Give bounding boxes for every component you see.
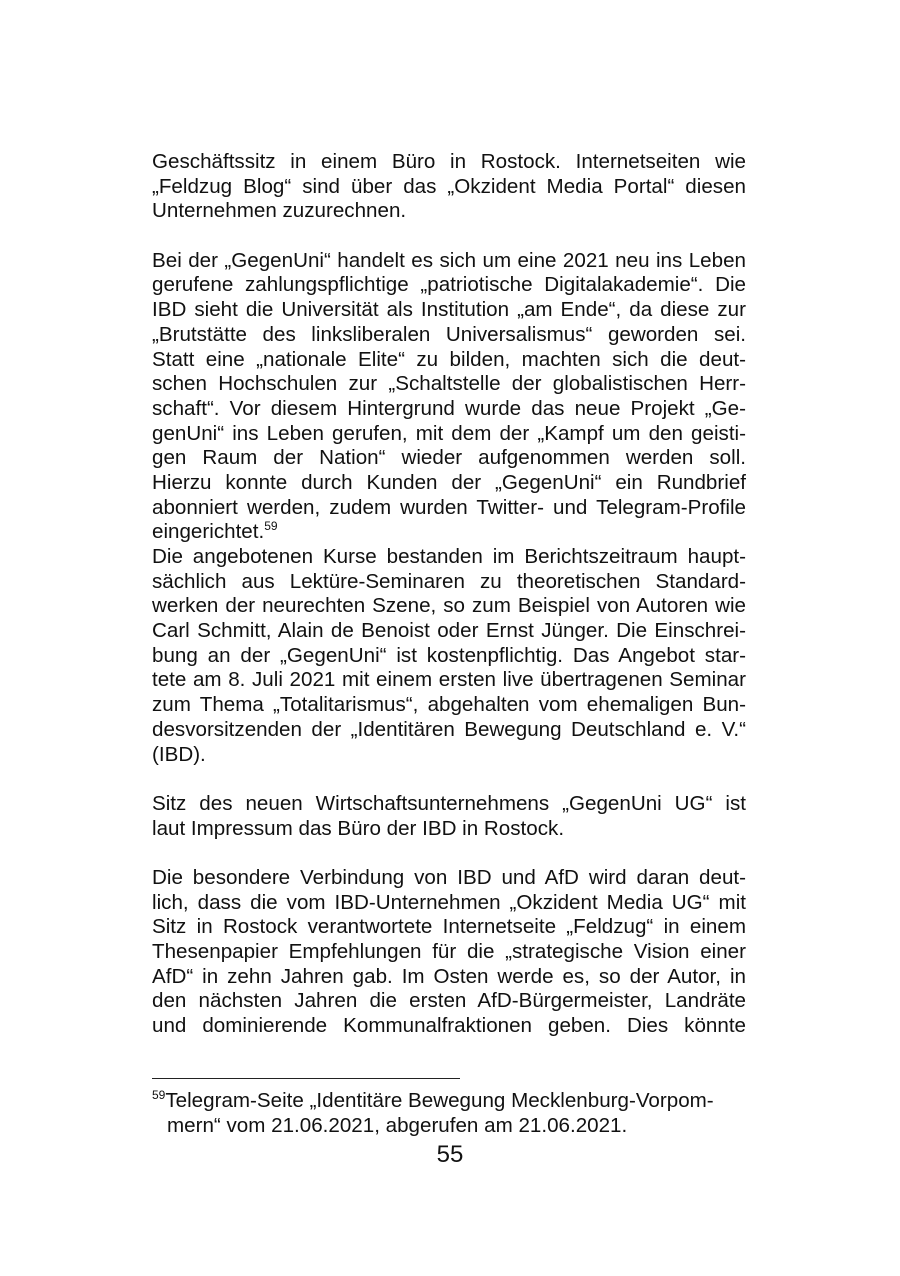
text-line: (IBD). (152, 742, 206, 766)
text-line: gen Raum der Nation“ wieder aufgenommen werden soll. (152, 446, 746, 470)
paragraph-5 (152, 866, 746, 1039)
text-line: zum Thema „Totalitarismus“, abgehalten vom ehemaligen Bun- (152, 693, 746, 717)
text-line: schaft“. Vor diesem Hintergrund wurde das neue Projekt „Ge- (152, 396, 746, 420)
text-line-content: eingerichtet. (152, 520, 265, 544)
text-line: tete am 8. Juli 2021 mit einem ersten live übertragenen Seminar (152, 668, 746, 692)
paragraph-4 (152, 792, 746, 841)
footnote-text: Telegram-Seite „Identitäre Bewegung Mecklenburg-Vorpom- (165, 1089, 714, 1112)
text-line: abonniert werden, zudem wurden Twitter- und Telegram-Profile (152, 495, 746, 519)
footnote (152, 1089, 746, 1138)
text-line: werken der neurechten Szene, so zum Beispiel von Autoren wie (152, 594, 746, 618)
text-line: Sitz des neuen Wirtschaftsunternehmens „GegenUni UG“ ist (152, 791, 746, 815)
text-line: Sitz in Rostock verantwortete Internetseite „Feldzug“ in einem (152, 915, 746, 939)
footnote-line: mern“ vom 21.06.2021, abgerufen am 21.06.2021. (167, 1113, 628, 1137)
text-line (152, 520, 746, 545)
text-line: Bei der „GegenUni“ handelt es sich um eine 2021 neu ins Leben (152, 248, 746, 272)
footnote-line (152, 1089, 746, 1114)
text-line: AfD“ in zehn Jahren gab. Im Osten werde es, so der Autor, in (152, 964, 746, 988)
text-line: bung an der „GegenUni“ ist kostenpflichtig. Das Angebot star- (152, 643, 746, 667)
footnote-number: 59 (152, 1088, 166, 1103)
text-line: und dominierende Kommunalfraktionen geben. Dies könnte (152, 1014, 746, 1038)
text-line: schen Hochschulen zur „Schaltstelle der globalistischen Herr- (152, 372, 746, 396)
text-line: Die angebotenen Kurse bestanden im Berichtszeitraum haupt- (152, 545, 746, 568)
paragraph-3 (152, 545, 746, 767)
paragraph-1 (152, 150, 746, 224)
text-line: gerufene zahlungspflichtige „patriotische Digitalakademie“. Die (152, 273, 746, 297)
text-line: laut Impressum das Büro der IBD in Rostock. (152, 816, 565, 840)
text-line: „Feldzug Blog“ sind über das „Okzident Media Portal“ diesen (152, 174, 746, 198)
text-line: „Brutstätte des linksliberalen Universalismus“ geworden sei. (152, 322, 746, 346)
footnote-separator (152, 1078, 460, 1079)
text-line: IBD sieht die Universität als Institution „am Ende“, da diese zur (152, 298, 746, 322)
text-line: Carl Schmitt, Alain de Benoist oder Ernst Jünger. Die Einschrei- (152, 619, 746, 643)
text-line: Geschäftssitz in einem Büro in Rostock. Internetseiten wie (152, 150, 746, 173)
footnote-reference[interactable]: 59 (264, 519, 278, 534)
text-line: sächlich aus Lektüre-Seminaren zu theoretischen Standard- (152, 569, 746, 593)
text-line: desvorsitzenden der „Identitären Bewegung Deutschland e. V.“ (152, 717, 746, 741)
text-line: genUni“ ins Leben gerufen, mit dem der „Kampf um den geisti- (152, 421, 746, 445)
text-line: Die besondere Verbindung von IBD und AfD wird daran deut- (152, 865, 746, 889)
text-line: Unternehmen zuzurechnen. (152, 199, 407, 223)
paragraph-2 (152, 249, 746, 545)
text-line: Hierzu konnte durch Kunden der „GegenUni“ ein Rundbrief (152, 470, 746, 494)
main-text (152, 150, 746, 1039)
text-line: Statt eine „nationale Elite“ zu bilden, machten sich die deut- (152, 347, 746, 371)
text-line: Thesenpapier Empfehlungen für die „strategische Vision einer (152, 940, 746, 963)
page-number: 55 (436, 1141, 464, 1168)
text-line: den nächsten Jahren die ersten AfD-Bürgermeister, Landräte (152, 989, 746, 1013)
text-line: lich, dass die vom IBD-Unternehmen „Okzident Media UG“ mit (152, 890, 746, 914)
